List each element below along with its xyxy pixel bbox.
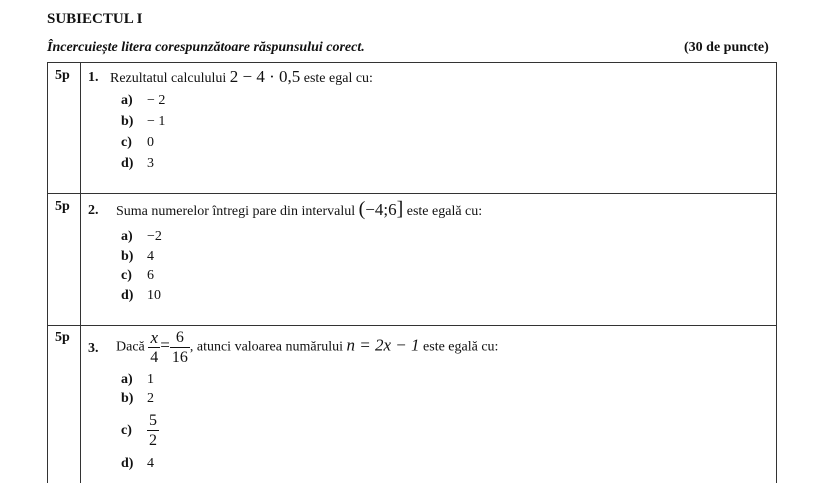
option-value: 4 [147,456,154,471]
question-text-after: este egală cu: [423,339,499,355]
answer-option[interactable] [121,268,154,284]
question-number: 2. [88,203,99,218]
option-letter: b) [121,249,134,264]
question-text [116,328,498,367]
answer-option[interactable] [121,249,154,265]
question-text-before: Rezultatul calculului [110,71,227,86]
option-value: − 2 [147,93,166,108]
option-letter: c) [121,268,132,283]
option-letter: c) [121,422,132,438]
option-letter: d) [121,288,134,303]
option-value: 2 [147,391,154,406]
fraction-x-over-4: $\frac{x}{4}$ [150,328,159,366]
option-value: 10 [147,288,161,303]
answer-option[interactable] [121,93,165,109]
fraction-5-over-2: $\frac{5}{2}$ [149,412,157,449]
option-value: 1 [147,372,154,387]
total-points: (30 de puncte) [684,40,769,55]
answer-option[interactable] [121,456,154,472]
option-letter: d) [121,156,134,171]
question-text-before: Suma numerelor întregi pare din intervalul [116,204,356,219]
option-letter: a) [121,372,133,387]
answer-option[interactable] [121,372,154,388]
answer-option[interactable] [121,391,154,407]
math-expression: n = 2x − 1 [346,335,420,355]
section-title: SUBIECTUL I [47,11,143,27]
option-value: −2 [147,229,162,244]
equals-sign: = [160,335,170,355]
instruction-text: Încercuiește litera corespunzătoare răspunsului corect. [47,40,365,55]
question-text-middle: , atunci valoarea numărului [189,339,344,355]
question-text [116,198,482,221]
option-letter: c) [121,135,132,150]
answer-option[interactable] [121,288,161,304]
option-letter: d) [121,456,134,471]
interval-expression: (−4;6] [358,198,404,220]
option-value: − 1 [147,114,166,129]
answer-option[interactable] [121,135,154,151]
question-text [110,67,373,87]
question-points: 5p [55,68,70,83]
answer-option[interactable] [121,229,162,245]
option-value: 0 [147,135,154,150]
option-letter: a) [121,229,133,244]
question-text-before: Dacă [116,339,145,355]
option-value: 3 [147,156,154,171]
option-value: 4 [147,249,154,264]
question-points: 5p [55,199,70,214]
answer-option[interactable] [121,114,165,130]
math-expression: 2 − 4 · 0,5 [229,67,301,86]
option-letter: a) [121,93,133,108]
question-number: 3. [88,341,99,356]
answer-option[interactable] [121,411,159,450]
answer-option[interactable] [121,156,154,172]
question-points: 5p [55,330,70,345]
question-text-after: este egală cu: [406,204,483,219]
option-letter: b) [121,114,134,129]
fraction-6-over-16: $\frac{6}{16}$ [171,329,188,366]
option-letter: b) [121,391,134,406]
option-value: 6 [147,268,154,283]
question-text-after: este egal cu: [303,71,373,86]
question-number: 1. [88,70,99,85]
